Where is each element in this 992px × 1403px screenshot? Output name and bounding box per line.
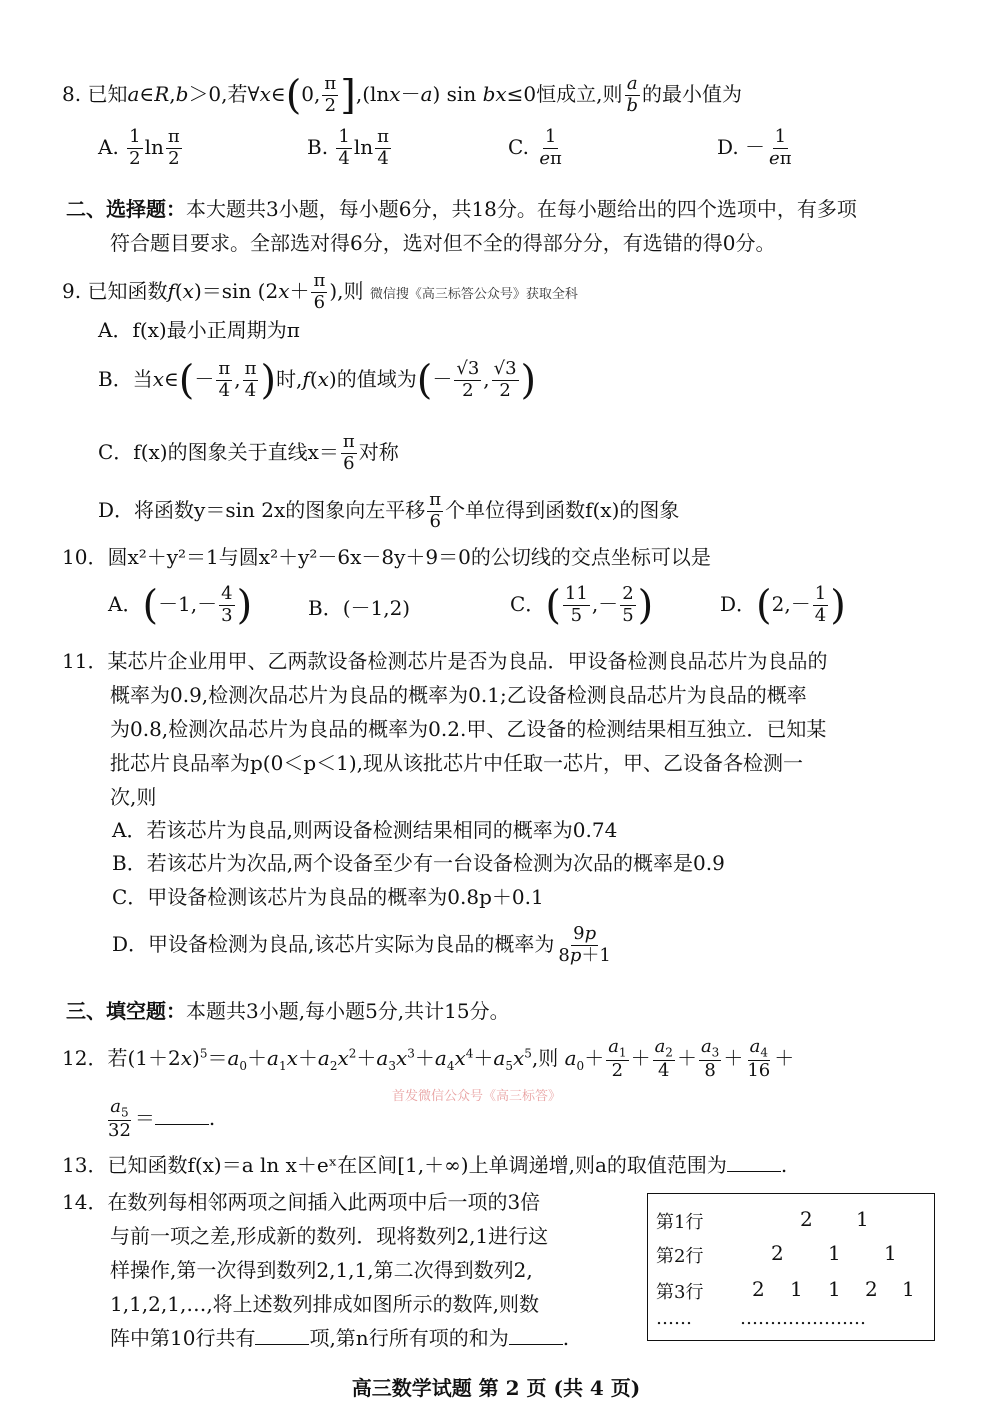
row-label-dots: …… [656, 1308, 692, 1329]
q8-option-d[interactable]: D. － $\frac{1}{e\pi}$ [717, 126, 792, 169]
q12-watermark: 首发微信公众号《高三标答》 [392, 1089, 562, 1104]
q9-watermark-note: 微信搜《高三标答公众号》获取全科 [369, 286, 578, 302]
q8-option-b[interactable]: B. $\frac{1}{4}$ ln $\frac{\pi}{4}$ [307, 126, 389, 169]
q14-answer-blank-1[interactable] [255, 1328, 309, 1345]
q11-option-b[interactable]: B．若该芯片为次品,两个设备至少有一台设备检测为次品的概率是0.9 [112, 851, 725, 875]
q14-answer-blank-2[interactable] [509, 1328, 563, 1345]
q8-option-a[interactable]: A. $\frac{1}{2}$ ln $\frac{\pi}{2}$ [98, 126, 180, 169]
q13-stem: 13．已知函数f(x)＝a ln x＋eˣ在区间[1,＋∞)上单调递增,则a的取值范围为 . [62, 1153, 788, 1177]
section2-heading: 二、选择题：本大题共3小题，每小题6分，共18分。在每小题给出的四个选项中，有多项 [66, 197, 857, 221]
q11-line2: 概率为0.9,检测次品芯片为良品的概率为0.1;乙设备检测良品芯片为良品的概率 [110, 683, 807, 707]
q12-answer-blank[interactable] [155, 1108, 209, 1125]
q13-answer-blank[interactable] [727, 1155, 781, 1172]
q9-option-c[interactable]: C．f(x)的图象关于直线x＝ $\frac{\pi}{6}$ 对称 [98, 431, 399, 474]
q14-line4: 1,1,2,1,…,将上述数列排成如图所示的数阵,则数 [110, 1292, 540, 1316]
row1-value: 1 [856, 1207, 869, 1231]
row3-value: 1 [828, 1277, 841, 1301]
q14-line2: 与前一项之差,形成新的数列．现将数列2,1进行这 [110, 1224, 549, 1248]
row-label-3: 第3行 [656, 1282, 704, 1303]
row-values-dots: ………………… [740, 1308, 866, 1329]
q10-stem: 10．圆x²＋y²＝1与圆x²＋y²－6x－8y＋9＝0的公切线的交点坐标可以是 [62, 545, 711, 569]
q12-stem: 12．若$(1+2x)^5=a_0+a_1x+a_2x^2+a_3x^3+a_4x^4+a_5x^5$,则 $a_0+$ $\frac{a_1}{2}$ ＋ $\frac{a_2}{4}$ ＋ $\frac{a_3}{8}$ ＋ $\frac{a_4}{16}$ ＋ [62, 1036, 795, 1082]
row3-value: 1 [902, 1277, 915, 1301]
q10-option-b[interactable]: B．(－1,2) [308, 596, 411, 620]
q11-option-d[interactable]: D．甲设备检测为良品,该芯片实际为良品的概率为 $\frac{9p}{8p+1}$ [112, 923, 611, 966]
q10-option-c[interactable]: C．( $\frac{11}{5}$ ,－ $\frac{2}{5}$ ) [510, 582, 654, 629]
q9-stem: 9. 已知函数f(x)＝sin (2x＋ $\frac{\pi}{6}$ ),则 微信搜《高三标答公众号》获取全科 [62, 270, 578, 313]
q9-option-a[interactable]: A．f(x)最小正周期为π [98, 318, 300, 342]
q8-stem: 8. 已知a∈R,b＞0,若∀x∈(0, $\frac{\pi}{2}$ ],(lnx－a) sin bx≤0恒成立,则 $\frac{a}{b}$ 的最小值为 [62, 72, 743, 119]
page-footer: 高三数学试题 第 2 页 (共 4 页) [351, 1376, 641, 1400]
q8-option-c[interactable]: C. $\frac{1}{e\pi}$ [508, 126, 562, 169]
q11-line4: 批芯片良品率为p(0＜p＜1),现从该批芯片中任取一芯片，甲、乙设备各检测一 [110, 751, 804, 775]
q11-option-c[interactable]: C．甲设备检测该芯片为良品的概率为0.8p＋0.1 [112, 885, 544, 909]
q11-line3: 为0.8,检测次品芯片为良品的概率为0.2.甲、乙设备的检测结果相互独立．已知某 [110, 717, 827, 741]
row2-value: 1 [828, 1241, 841, 1265]
q8-text: 已知a∈R,b＞0,若∀x∈(0, $\frac{\pi}{2}$ ],(lnx－a) sin bx≤0恒成立,则 $\frac{a}{b}$ 的最小值为 [87, 72, 743, 119]
q11-line1: 11．某芯片企业用甲、乙两款设备检测芯片是否为良品．甲设备检测良品芯片为良品的 [62, 649, 828, 673]
q10-option-d[interactable]: D．(2,－ $\frac{1}{4}$ ) [720, 582, 846, 629]
number-array-table [647, 1193, 935, 1341]
row2-value: 1 [884, 1241, 897, 1265]
row3-value: 2 [752, 1277, 765, 1301]
row3-value: 2 [865, 1277, 878, 1301]
row-label-2: 第2行 [656, 1246, 704, 1267]
q11-option-a[interactable]: A．若该芯片为良品,则两设备检测结果相同的概率为0.74 [112, 818, 618, 842]
q14-line3: 样操作,第一次得到数列2,1,1,第二次得到数列2, [110, 1258, 533, 1282]
row-label-1: 第1行 [656, 1212, 704, 1233]
section3-heading: 三、填空题：本题共3小题,每小题5分,共计15分。 [66, 999, 510, 1023]
row2-value: 2 [771, 1241, 784, 1265]
q10-option-a[interactable]: A．(－1,－ $\frac{4}{3}$ ) [108, 582, 253, 629]
row3-value: 1 [790, 1277, 803, 1301]
q14-line5: 阵中第10行共有 项,第n行所有项的和为 . [110, 1326, 570, 1350]
row1-value: 2 [800, 1207, 813, 1231]
q12-stem-cont: $\frac{a_5}{32}$ ＝ . [108, 1096, 216, 1142]
q9-option-d[interactable]: D．将函数y＝sin 2x的图象向左平移 $\frac{\pi}{6}$ 个单位得到函数f(x)的图象 [98, 489, 680, 532]
section2-text2: 符合题目要求。全部选对得6分，选对但不全的得部分分，有选错的得0分。 [110, 231, 776, 255]
q11-line5: 次,则 [110, 785, 157, 809]
q14-line1: 14．在数列每相邻两项之间插入此两项中后一项的3倍 [62, 1190, 541, 1214]
q9-option-b[interactable]: B．当x∈(－ $\frac{\pi}{4}$ , $\frac{\pi}{4}$ )时,f(x)的值域为(－ $\frac{√3}{2}$ , $\frac{√3}{2}$ ) [98, 357, 537, 404]
